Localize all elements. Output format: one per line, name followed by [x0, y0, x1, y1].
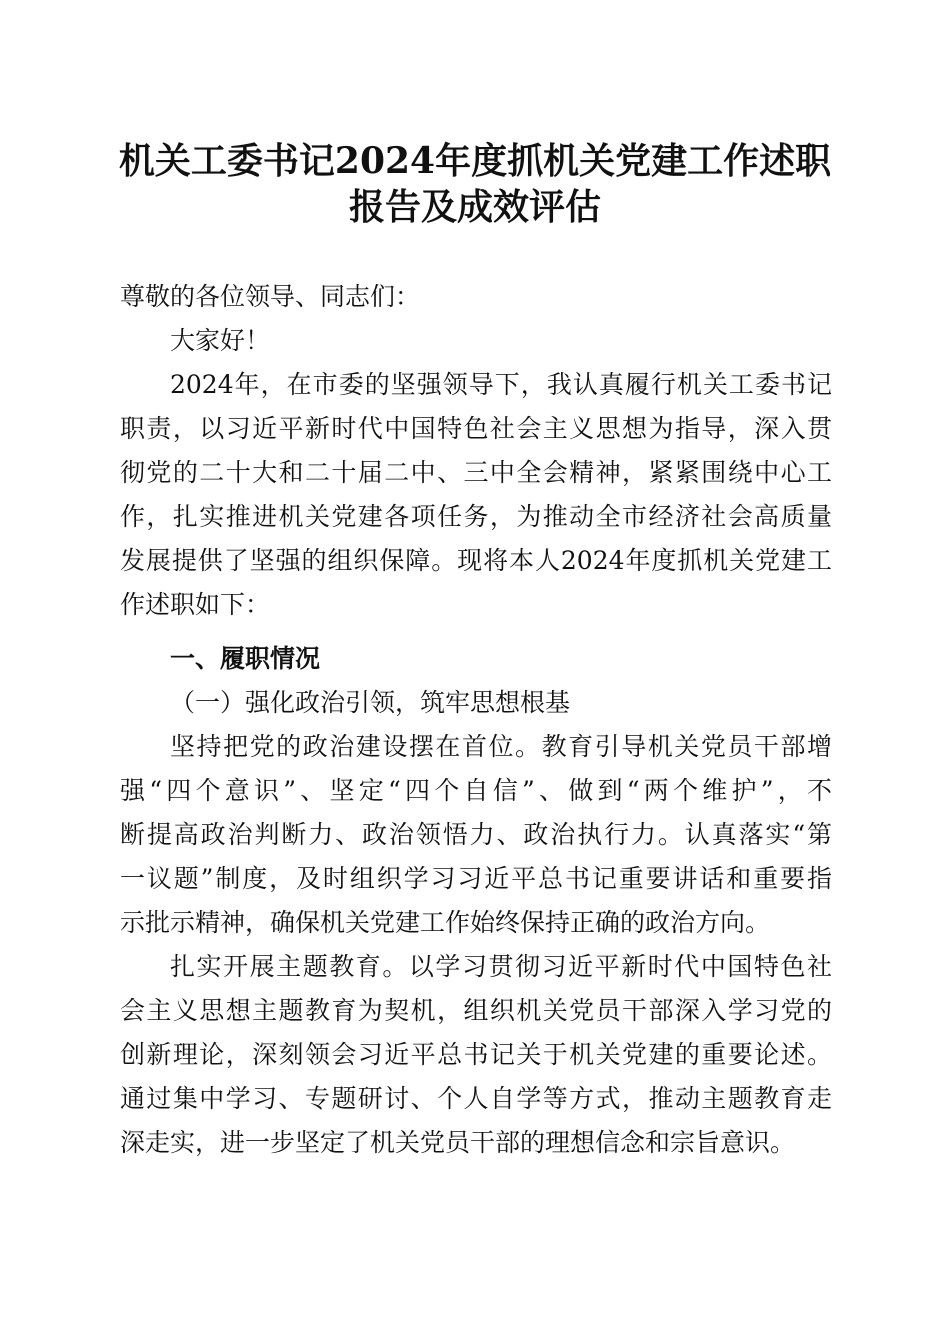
subsection-heading — [120, 681, 832, 725]
salutation — [120, 275, 832, 319]
text-line: 作述职如下： — [120, 590, 271, 619]
text-line: 坚持把党的政治建设摆在首位。教育引导机关党员干部增 — [170, 732, 832, 761]
text-line: 发展提供了坚强的组织保障。现将本人2024年度抓机关党建工 — [120, 546, 832, 575]
paragraph — [120, 319, 832, 363]
paragraph — [120, 363, 832, 627]
text-line: （一）强化政治引领，筑牢思想根基 — [170, 688, 571, 717]
text-line: 强“四个意识”、坚定“四个自信”、做到“两个维护”，不 — [120, 776, 832, 805]
title-line-2: 报告及成效评估 — [348, 186, 601, 228]
text-line: 尊敬的各位领导、同志们： — [120, 282, 421, 311]
section-heading — [120, 637, 832, 681]
document-title — [0, 138, 950, 230]
text-line: 作，扎实推进机关党建各项任务，为推动全市经济社会高质量 — [120, 502, 832, 531]
text-line: 扎实开展主题教育。以学习贯彻习近平新时代中国特色社 — [170, 952, 832, 981]
text-line: 彻党的二十大和二十届二中、三中全会精神，紧紧围绕中心工 — [120, 458, 832, 487]
paragraph — [120, 945, 832, 1165]
text-line: 断提高政治判断力、政治领悟力、政治执行力。认真落实“第 — [120, 820, 832, 849]
text-line: 深走实，进一步坚定了机关党员干部的理想信念和宗旨意识。 — [120, 1128, 796, 1157]
text-line: 创新理论，深刻领会习近平总书记关于机关党建的重要论述。 — [120, 1040, 832, 1069]
text-line: 2024年，在市委的坚强领导下，我认真履行机关工委书记 — [170, 370, 832, 399]
text-line: 职责，以习近平新时代中国特色社会主义思想为指导，深入贯 — [120, 414, 832, 443]
text-line: 会主义思想主题教育为契机，组织机关党员干部深入学习党的 — [120, 996, 832, 1025]
text-line: 示批示精神，确保机关党建工作始终保持正确的政治方向。 — [120, 908, 771, 937]
document-body — [120, 275, 832, 1165]
paragraph — [120, 725, 832, 945]
text-line: 大家好！ — [170, 326, 271, 355]
text-line: 通过集中学习、专题研讨、个人自学等方式，推动主题教育走 — [120, 1084, 832, 1113]
text-line: 一、履职情况 — [170, 644, 321, 673]
text-line: 一议题”制度，及时组织学习习近平总书记重要讲话和重要指 — [120, 864, 832, 893]
title-line-1: 机关工委书记2024年度抓机关党建工作述职 — [118, 140, 832, 182]
